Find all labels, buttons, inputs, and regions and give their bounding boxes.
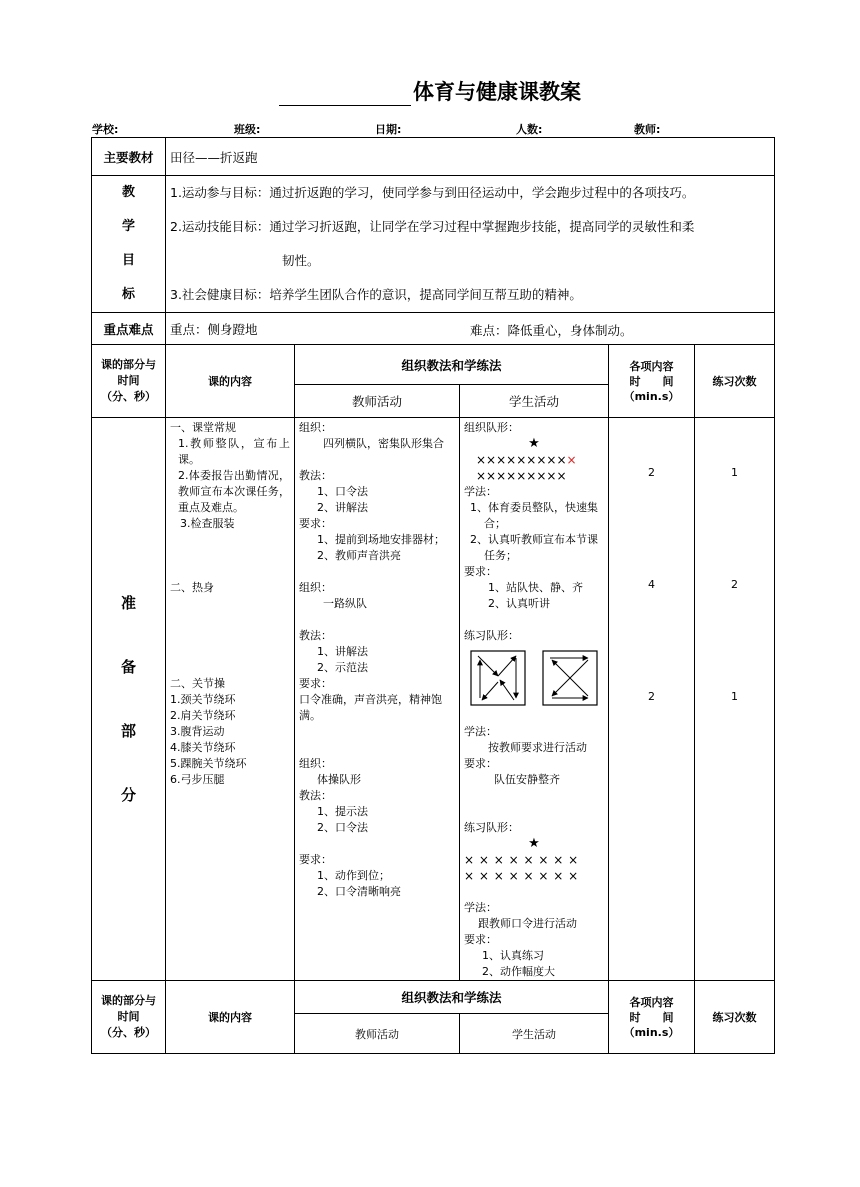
key-points-row xyxy=(92,313,775,345)
header-line: 课的部分与 xyxy=(101,358,156,371)
objective-1: 1.运动参与目标：通过折返跑的学习，使同学参与到田径运动中，学会跑步过程中的各项技巧。 xyxy=(170,185,695,200)
joint-item: 3.腹背运动 xyxy=(170,725,225,738)
main-material-value: 田径——折返跑 xyxy=(166,138,775,176)
header-line: （分、秒） xyxy=(101,1026,156,1039)
content-header-2: 课的内容 xyxy=(166,981,295,1054)
header-line: （min.s） xyxy=(623,1025,680,1039)
method-label: 教法： xyxy=(299,469,332,482)
content-header: 课的内容 xyxy=(166,345,295,418)
req-label: 要求： xyxy=(299,677,332,690)
org-label: 组织： xyxy=(299,421,332,434)
header-line: 时间 xyxy=(117,1010,140,1023)
header-line: （min.s） xyxy=(623,389,680,403)
drill-diagrams xyxy=(464,644,604,724)
prep-char: 准 xyxy=(120,594,136,612)
org-label: 组织： xyxy=(299,757,332,770)
duration-value: 2 xyxy=(648,690,655,703)
prep-char: 部 xyxy=(120,722,136,740)
teacher-activity-header: 教师活动 xyxy=(295,385,460,418)
duration-header xyxy=(609,345,695,418)
info-school: 学校: xyxy=(92,123,119,136)
info-line xyxy=(92,121,772,137)
info-count: 人数: xyxy=(516,123,543,136)
req-item: 2、口令清晰响亮 xyxy=(317,885,401,898)
section-time-header-2 xyxy=(92,981,166,1054)
req-value: 口令准确，声音洪亮，精神饱满。 xyxy=(299,693,442,722)
joint-item: 6.弓步压腿 xyxy=(170,773,225,786)
section-time-header xyxy=(92,345,166,418)
prep-reps xyxy=(695,418,775,981)
cross-drill-diagram xyxy=(542,650,598,706)
learn-label: 学法： xyxy=(464,725,497,738)
reps-header: 练习次数 xyxy=(695,345,775,418)
repeat-header-row-1 xyxy=(92,981,775,1014)
student-row: × × × × × × × × xyxy=(464,853,579,867)
req-label: 要求： xyxy=(299,517,332,530)
objective-2: 2.运动技能目标：通过学习折返跑，让同学在学习过程中掌握跑步技能，提高同学的灵敏性和柔 xyxy=(170,219,695,234)
learn-value: 跟教师口令进行活动 xyxy=(478,917,577,930)
req-item: 1、站队快、静、齐 xyxy=(488,581,583,594)
reps-value: 2 xyxy=(731,578,739,591)
objective-2-cont: 韧性。 xyxy=(282,253,320,268)
learn-label: 学法： xyxy=(464,485,497,498)
student-activity-header-2: 学生活动 xyxy=(460,1014,609,1054)
key-focus: 重点：侧身蹬地 xyxy=(170,321,258,337)
routine-item: 3.检查服装 xyxy=(180,517,235,530)
header-line: 时 间 xyxy=(629,374,674,388)
method-label: 教法： xyxy=(299,789,332,802)
student-row: ××××××××× xyxy=(476,453,567,467)
joint-item: 5.踝腕关节绕环 xyxy=(170,757,247,770)
header-line: 课的部分与 xyxy=(101,994,156,1007)
student-marker-red: × xyxy=(566,453,577,467)
info-teacher: 教师: xyxy=(634,123,661,136)
method-item: 2、示范法 xyxy=(317,661,368,674)
prep-char: 分 xyxy=(120,786,136,804)
objectives-char: 教 xyxy=(121,185,135,200)
duration-value: 2 xyxy=(648,466,655,479)
objectives-label xyxy=(92,176,166,313)
method-item: 2、讲解法 xyxy=(317,501,368,514)
req-label: 要求： xyxy=(464,933,497,946)
main-material-label: 主要教材 xyxy=(92,138,166,176)
req-item: 1、提前到场地安排器材； xyxy=(317,533,445,546)
method-label: 教法： xyxy=(299,629,332,642)
header-line: （分、秒） xyxy=(101,390,156,403)
teacher-star-icon: ★ xyxy=(528,436,540,451)
header-line: 时 间 xyxy=(629,1010,674,1024)
learn-item: 2、认真听教师宣布本节课任务； xyxy=(470,533,598,562)
info-class: 班级: xyxy=(234,123,261,136)
req-item: 1、动作到位； xyxy=(317,869,390,882)
reps-value: 1 xyxy=(731,690,739,703)
title-blank-line xyxy=(279,83,411,106)
org-methods-header: 组织教法和学练法 xyxy=(295,345,609,385)
req-value: 队伍安静整齐 xyxy=(494,773,560,786)
header-row-1 xyxy=(92,345,775,385)
reps-header-2: 练习次数 xyxy=(695,981,775,1054)
objectives-char: 标 xyxy=(121,287,135,302)
method-item: 1、口令法 xyxy=(317,485,368,498)
prep-section-label xyxy=(92,418,166,981)
student-activity-header: 学生活动 xyxy=(460,385,609,418)
duration-value: 4 xyxy=(648,578,655,591)
joint-item: 1.颈关节绕环 xyxy=(170,693,236,706)
page-title xyxy=(0,76,860,106)
header-line: 各项内容 xyxy=(629,359,674,373)
key-difficulty: 难点：降低重心，身体制动。 xyxy=(470,323,633,338)
title-text: 体育与健康课教案 xyxy=(413,80,581,104)
routine-title: 一、课堂常规 xyxy=(170,421,236,434)
objective-3: 3.社会健康目标：培养学生团队合作的意识，提高同学间互帮互助的精神。 xyxy=(170,287,582,302)
key-points-label: 重点难点 xyxy=(92,313,166,345)
req-item: 1、认真练习 xyxy=(482,949,544,962)
prep-teacher-activity xyxy=(295,418,460,981)
org-value: 体操队形 xyxy=(317,773,361,786)
org-methods-header-2: 组织教法和学练法 xyxy=(295,981,609,1014)
org-value: 一路纵队 xyxy=(323,597,367,610)
main-material-row xyxy=(92,138,775,176)
prep-durations xyxy=(609,418,695,981)
joint-item: 4.膝关节绕环 xyxy=(170,741,236,754)
info-date: 日期: xyxy=(375,123,402,136)
req-label: 要求： xyxy=(464,757,497,770)
learn-item: 1、体育委员整队，快速集合； xyxy=(470,501,598,530)
duration-header-2 xyxy=(609,981,695,1054)
req-item: 2、教师声音洪亮 xyxy=(317,549,401,562)
prep-char: 备 xyxy=(120,658,136,676)
req-item: 2、动作幅度大 xyxy=(482,965,555,978)
lesson-plan-table xyxy=(91,137,775,1054)
formation-label: 练习队形： xyxy=(464,821,519,834)
objectives-row xyxy=(92,176,775,313)
prep-content xyxy=(166,418,295,981)
key-points-content xyxy=(166,313,775,345)
objectives-char: 学 xyxy=(121,219,135,234)
teacher-star-icon: ★ xyxy=(528,836,540,851)
routine-item: 1.教师整队，宣布上课。 xyxy=(178,437,290,466)
learn-value: 按教师要求进行活动 xyxy=(488,741,587,754)
req-label: 要求： xyxy=(464,565,497,578)
header-line: 时间 xyxy=(117,374,140,387)
prep-section-row xyxy=(92,418,775,981)
joint-title: 二、关节操 xyxy=(170,677,225,690)
objectives-char: 目 xyxy=(121,253,135,268)
method-item: 2、口令法 xyxy=(317,821,368,834)
student-row: ××××××××× xyxy=(476,469,567,483)
objectives-content xyxy=(166,176,775,313)
org-label: 组织： xyxy=(299,581,332,594)
warmup-title: 二、热身 xyxy=(170,581,214,594)
req-label: 要求： xyxy=(299,853,332,866)
req-item: 2、认真听讲 xyxy=(488,597,550,610)
student-row: × × × × × × × × xyxy=(464,869,579,883)
method-item: 1、讲解法 xyxy=(317,645,368,658)
learn-label: 学法： xyxy=(464,901,497,914)
joint-item: 2.肩关节绕环 xyxy=(170,709,236,722)
routine-item: 2.体委报告出勤情况，教师宣布本次课任务，重点及难点。 xyxy=(178,469,290,514)
header-line: 各项内容 xyxy=(629,995,674,1009)
prep-student-activity xyxy=(460,418,609,981)
org-value: 四列横队，密集队形集合 xyxy=(323,437,444,450)
method-item: 1、提示法 xyxy=(317,805,368,818)
reps-value: 1 xyxy=(731,466,739,479)
teacher-activity-header-2: 教师活动 xyxy=(295,1014,460,1054)
formation-label: 练习队形： xyxy=(464,629,519,642)
formation-label: 组织队形： xyxy=(464,421,519,434)
zigzag-drill-diagram xyxy=(470,650,526,706)
